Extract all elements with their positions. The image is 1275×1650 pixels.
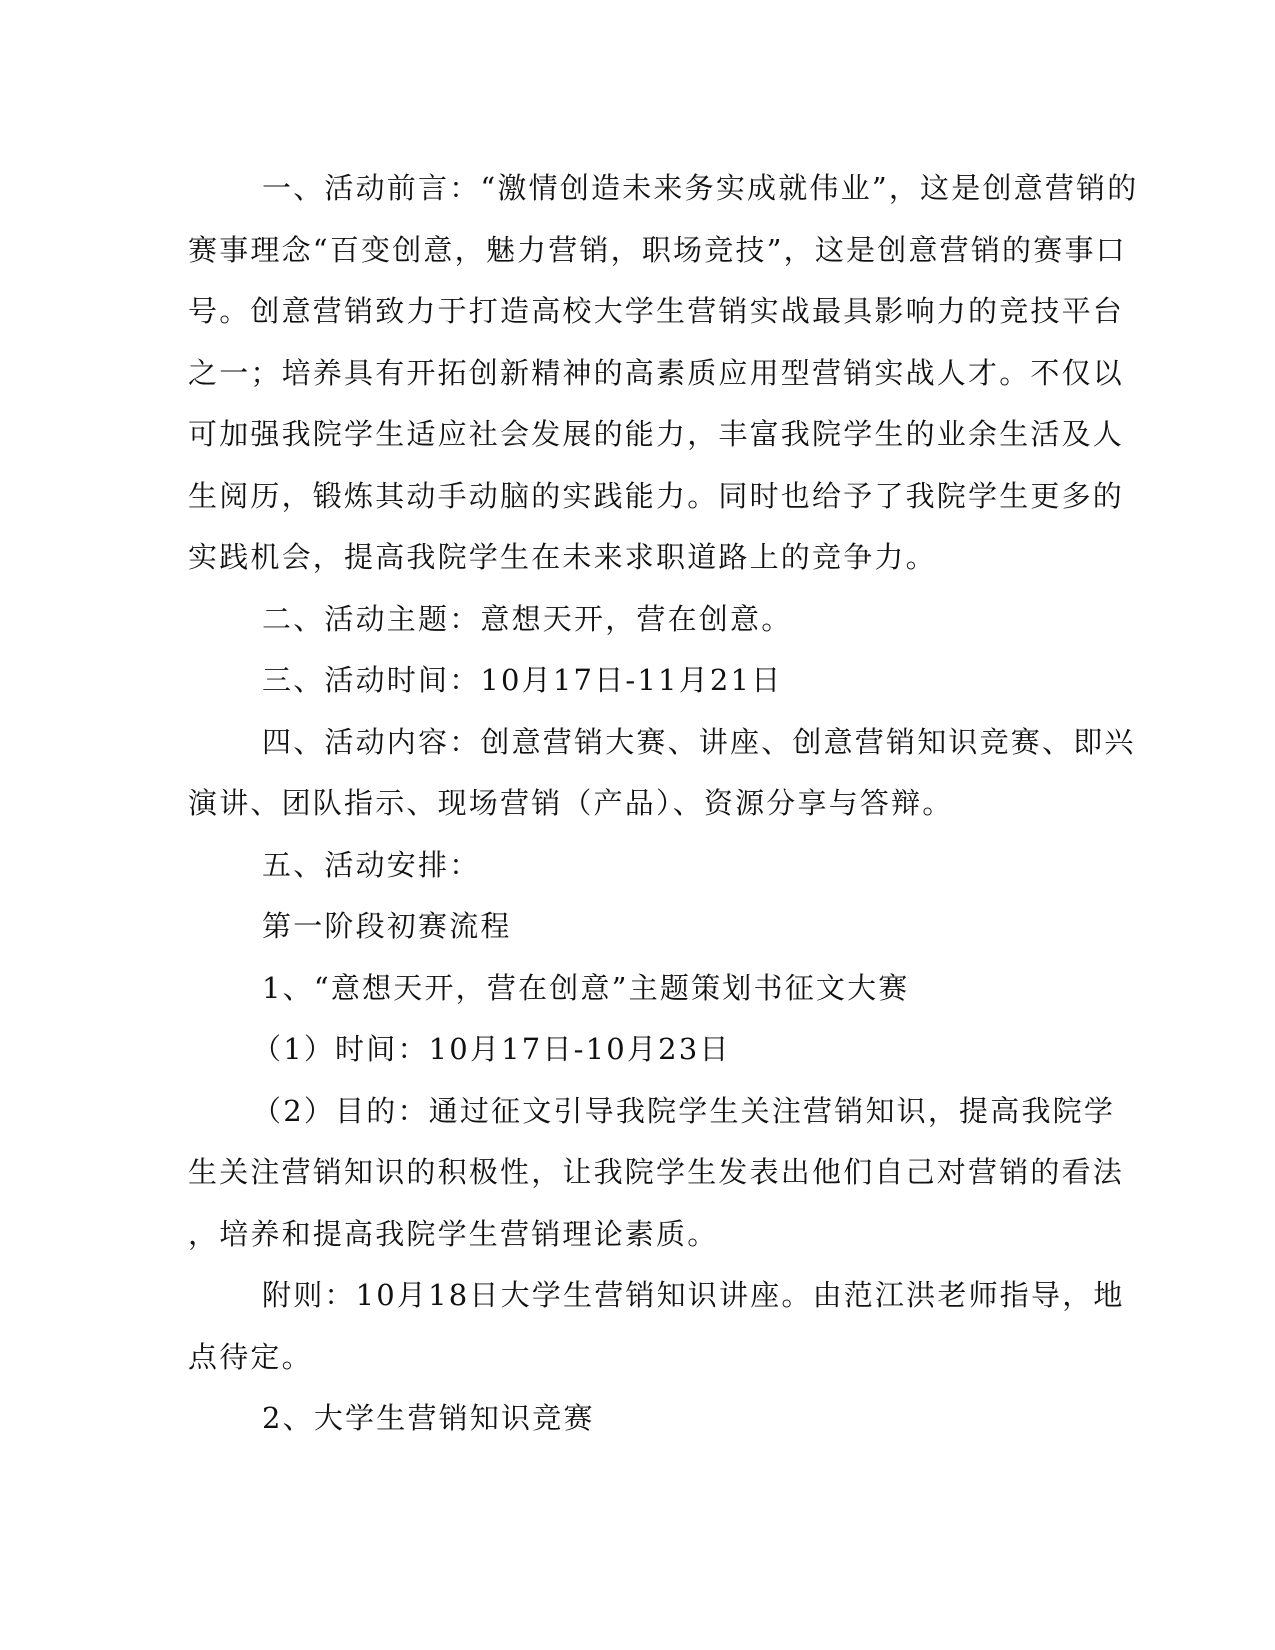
time-line: 三、活动时间：10月17日-11月21日 [262,663,783,697]
content-line-1: 四、活动内容：创意营销大赛、讲座、创意营销知识竞赛、即兴 [262,724,1136,759]
purpose-line-2: 生关注营销知识的积极性，让我院学生发表出他们自己对营销的看法 [188,1155,1125,1189]
stage-one-heading: 第一阶段初赛流程 [262,909,512,943]
theme-line: 二、活动主题：意想天开，营在创意。 [262,601,793,636]
preface-line-7: 实践机会，提高我院学生在未来求职道路上的竞争力。 [188,540,937,574]
essay-contest-heading: 1、“意想天开，营在创意”主题策划书征文大赛 [262,970,910,1005]
purpose-line-1: （2）目的：通过征文引导我院学生关注营销知识，提高我院学 [252,1093,1116,1128]
arrangement-heading: 五、活动安排： [262,847,481,882]
document-body [188,158,1139,1450]
preface-line-3: 号。创意营销致力于打造高校大学生营销实战最具影响力的竞技平台 [188,294,1125,328]
preface-line-2: 赛事理念“百变创意，魅力营销，职场竞技”，这是创意营销的赛事口 [188,232,1127,267]
appendix-line-2: 点待定。 [188,1339,313,1374]
preface-line-5: 可加强我院学生适应社会发展的能力，丰富我院学生的业余生活及人 [188,417,1125,451]
purpose-line-3: ，培养和提高我院学生营销理论素质。 [188,1216,719,1251]
essay-time-line: （1）时间：10月17日-10月23日 [252,1032,731,1066]
content-line-2: 演讲、团队指示、现场营销（产品）、资源分享与答辩。 [188,786,954,820]
preface-line-4: 之一；培养具有开拓创新精神的高素质应用型营销实战人才。不仅以 [188,355,1125,390]
preface-line-6: 生阅历，锻炼其动手动脑的实践能力。同时也给予了我院学生更多的 [188,478,1125,513]
preface-line-1: 一、活动前言：“激情创造未来务实成就伟业”，这是创意营销的 [262,171,1139,205]
appendix-line-1: 附则：10月18日大学生营销知识讲座。由范江洪老师指导，地 [262,1278,1125,1312]
knowledge-contest-heading: 2、大学生营销知识竞赛 [262,1401,595,1435]
